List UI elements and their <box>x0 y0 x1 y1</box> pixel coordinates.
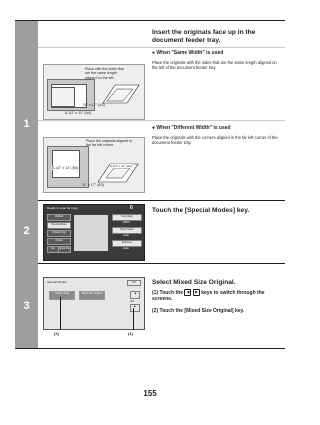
screen-2-counter: 0 <box>130 205 133 211</box>
item-1-post: keys to switch through the screens. <box>152 289 265 302</box>
quick-file-button[interactable]: Quick File <box>58 246 71 253</box>
item-1-number: (1) <box>152 289 159 296</box>
step-1-bullet-2-title: ● When "Different Width" is used <box>152 125 231 131</box>
figure-1-dim-1: 11" x 17" (A3) <box>83 103 105 107</box>
two-sided-copy-button[interactable]: 2-Sided Copy <box>47 230 71 237</box>
step-1-mid-rule <box>38 120 285 121</box>
bullet-2-title-text: When "Different Width" is used <box>156 125 231 131</box>
figure-1-callout: Place with the sides that are the same length aligned on the left. <box>85 67 124 80</box>
screen-2-preview <box>74 215 108 251</box>
tandem-copy-button[interactable]: Tandem Copy <box>49 291 75 300</box>
item-2-number: (2) <box>152 308 159 314</box>
paper-select-button[interactable]: Paper Select <box>112 227 142 234</box>
control-panel-screen-2 <box>43 204 145 261</box>
left-arrow-key-icon: ◀ <box>184 289 191 296</box>
figure-2-dim-2: 8-1/2" x 11" (A4) <box>110 164 132 168</box>
exposure-value: Auto <box>122 246 130 250</box>
step-3-number: 3 <box>23 300 30 312</box>
mixed-size-original-button[interactable]: Mixed Size Original <box>79 291 105 300</box>
ok-button[interactable]: OK <box>127 280 141 286</box>
step-1-bullet-2-text: Place the originals with the corners aligned in the far left corner of the document feeder tray. <box>152 135 278 146</box>
step-2-top-rule <box>15 200 285 201</box>
exposure-button[interactable]: Exposure <box>112 240 142 247</box>
step-3-item-1 <box>152 289 282 302</box>
step-1-bullet-1-text: Place the originals with the sides that are the same length aligned on the left of the document feeder tray. <box>152 60 277 71</box>
control-panel-screen-3 <box>43 277 145 330</box>
callout-line-1 <box>133 308 134 330</box>
step-3-top-rule <box>15 263 285 264</box>
page-number: 155 <box>143 389 157 398</box>
step-1-top-rule <box>15 20 285 21</box>
item-2-text: Touch the [Mixed Size Original] key. <box>159 308 245 314</box>
page-down-button[interactable]: ▶ <box>130 304 140 312</box>
step-2-number: 2 <box>23 225 30 237</box>
paper-select-value: Auto <box>122 233 130 237</box>
copy-ratio-button[interactable]: Copy Ratio <box>112 214 142 221</box>
step-1-heading: Insert the originals face up in the document feeder tray. <box>152 29 256 45</box>
screen-3-label-2: (2) <box>54 331 59 336</box>
step-3-item-2 <box>152 308 282 314</box>
step-3-heading: Select Mixed Size Original. <box>152 279 236 286</box>
figure-1-dim-2: 8-1/2" x 11" (A4) <box>65 111 92 115</box>
step-1-column <box>15 20 38 200</box>
bullet-1-title-text: When "Same Width" is used <box>156 50 224 56</box>
callout-line-2 <box>60 297 61 330</box>
step-2-heading: Touch the [Special Modes] key. <box>152 207 250 214</box>
special-modes-button[interactable]: Special Modes <box>47 222 71 229</box>
screen-2-title: Ready to scan for copy. <box>47 206 79 210</box>
screen-3-label-1: (1) <box>128 331 133 336</box>
figure-2-callout: Place the originals aligned to the far left corner. <box>86 139 132 148</box>
copy-ratio-value: 100% <box>122 220 130 224</box>
item-1-pre: Touch the <box>159 289 184 296</box>
screen-3-title: Special Modes <box>47 280 67 284</box>
original-sheet-small <box>51 87 75 107</box>
output-button[interactable]: Output <box>47 238 71 245</box>
step-1-bullet-1-title: ● When "Same Width" is used <box>152 50 224 56</box>
page-up-button[interactable]: ◀ <box>130 291 140 299</box>
step-1-number: 1 <box>23 118 30 130</box>
sheets-illustration <box>99 79 143 107</box>
original-sheet-b4 <box>52 150 80 178</box>
original-button[interactable]: Original <box>47 214 71 221</box>
file-button[interactable]: File <box>47 246 59 253</box>
figure-2-dim-3: 11" x 17" (A3) <box>82 183 104 187</box>
step-1-heading-rule <box>38 47 285 48</box>
right-arrow-key-icon: ▶ <box>193 289 200 296</box>
page-indicator: 3/4 <box>130 299 135 303</box>
figure-2-dim-1: 8-1/2" x 14" (B4) <box>52 166 79 170</box>
step-3-bottom-rule <box>15 348 285 349</box>
